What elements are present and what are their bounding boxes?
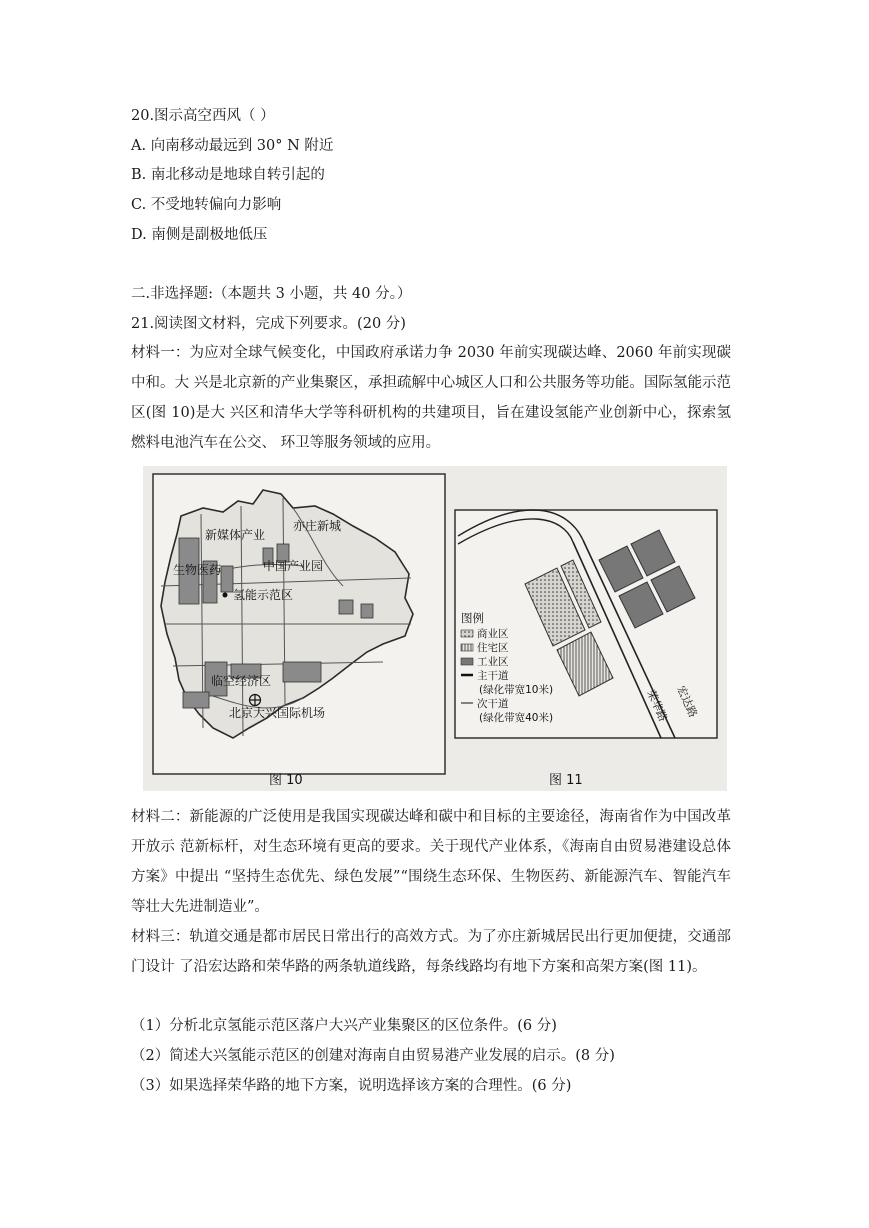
figure11-caption: 图 11: [549, 773, 583, 788]
label-airport: 北京大兴国际机场: [229, 706, 326, 720]
q21-subquestion-2: （2）简述大兴氢能示范区的创建对海南自由贸易港产业发展的启示。(8 分): [131, 1048, 615, 1064]
material-3: 材料三：轨道交通是都市居民日常出行的高效方式。为了亦庄新城居民出行更加便捷，交通部门设计 了沿宏达路和荣华路的两条轨道线路，每条线路均有地下方案和高架方案(图 11)。: [131, 929, 731, 975]
legend-industrial: 工业区: [477, 656, 509, 668]
figure10-caption: 图 10: [269, 773, 303, 788]
label-linkong: 临空经济区: [211, 674, 272, 688]
label-zhongguan: 中国产业园: [263, 559, 324, 573]
q21-stem: 21.阅读图文材料，完成下列要求。(20 分): [131, 316, 406, 332]
section-heading: 二.非选择题:（本题共 3 小题，共 40 分。）: [131, 286, 412, 302]
legend-title: 图例: [461, 611, 484, 625]
label-yizhuang: 亦庄新城: [293, 519, 342, 533]
road-ronghua-label: 荣华路: [644, 687, 670, 724]
legend-secondary-road: 次干道: [477, 698, 509, 710]
legend-residential: 住宅区: [477, 642, 509, 654]
legend-commercial: 商业区: [477, 628, 509, 640]
q21-subquestion-1: （1）分析北京氢能示范区落户大兴产业集聚区的区位条件。(6 分): [131, 1018, 557, 1034]
legend-main-road: 主干道: [477, 670, 509, 682]
road-hongda-label: 宏达路: [674, 683, 700, 720]
figure-panel: [143, 466, 727, 791]
label-hydrogen: 氢能示范区: [233, 588, 294, 602]
q20-option-d: D. 南侧是副极地低压: [131, 227, 268, 243]
q20-option-b: B. 南北移动是地球自转引起的: [131, 167, 325, 183]
material-1: 材料一：为应对全球气候变化，中国政府承诺力争 2030 年前实现碳达峰、2060 年前实现碳中和。大 兴是北京新的产业集聚区，承担疏解中心城区人口和公共服务等功能。国际氢能示范区(图 10)是大 兴区和清华大学等科研机构的共建项目，旨在建设氢能产业创新中心，探索氢燃料电池汽车在公交、 环卫等服务领域的应用。: [131, 345, 731, 451]
q21-subquestion-3: （3）如果选择荣华路的地下方案，说明选择该方案的合理性。(6 分): [131, 1078, 572, 1094]
hydrogen-marker-dot: [223, 593, 228, 598]
q20-stem: 20.图示高空西风（ ）: [131, 108, 275, 124]
label-shengwu: 生物医药: [173, 563, 222, 577]
material-2: 材料二：新能源的广泛使用是我国实现碳达峰和碳中和目标的主要途径，海南省作为中国改革开放示 范新标杆，对生态环境有更高的要求。关于现代产业体系，《海南自由贸易港建设总体方案》中提出 “坚持生态优先、绿色发展”“围绕生态环保、生物医药、新能源汽车、智能汽车等壮大先进制造业”。: [131, 809, 731, 915]
q20-option-a: A. 向南移动最远到 30° N 附近: [131, 138, 334, 154]
legend-main-road-note: (绿化带宽10米): [479, 684, 554, 696]
label-xinmeiti: 新媒体产业: [205, 528, 266, 542]
q20-option-c: C. 不受地转偏向力影响: [131, 197, 282, 213]
legend-secondary-road-note: (绿化带宽40米): [479, 712, 554, 724]
airplane-icon: [249, 694, 261, 706]
